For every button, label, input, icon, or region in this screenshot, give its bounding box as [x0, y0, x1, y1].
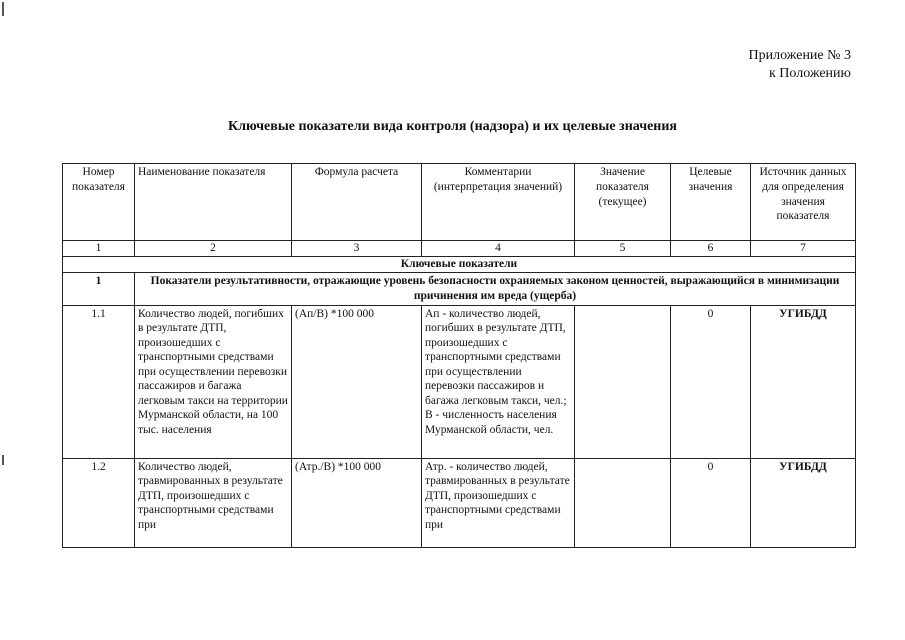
- group-title: Показатели результативности, отражающие уровень безопасности охраняемых законом ценностей, выражающийся в минимизации причинения им вреда (ущерба): [135, 273, 856, 306]
- indicator-target: 0: [671, 305, 751, 458]
- column-number-row: [63, 241, 856, 257]
- indicator-source: УГИБДД: [751, 458, 856, 547]
- indicator-formula: (Атр./В) *100 000: [292, 458, 422, 547]
- appendix-line-2: к Положению: [768, 66, 851, 81]
- header-name: Наименование показателя: [135, 164, 292, 241]
- column-number: 4: [422, 241, 575, 257]
- group-number: 1: [63, 273, 135, 306]
- section-title: Ключевые показатели: [63, 257, 856, 273]
- header-number: Номер показателя: [63, 164, 135, 241]
- header-formula: Формула расчета: [292, 164, 422, 241]
- group-row: [63, 273, 856, 306]
- indicator-comment: Атр. - количество людей, травмированных в результате ДТП, произошедших с транспортными средствами при: [422, 458, 575, 547]
- indicator-comment: Ап - количество людей, погибших в результате ДТП, произошедших с транспортными средствами при осуществлении перевозки пассажиров и багажа легковым такси, чел.; В - численность населения Мурманской области, чел.: [422, 305, 575, 458]
- table-row: [63, 305, 856, 458]
- document-title: Ключевые показатели вида контроля (надзора) и их целевые значения: [227, 119, 678, 134]
- indicator-current: [575, 458, 671, 547]
- header-current: Значение показателя (текущее): [575, 164, 671, 241]
- indicator-number: 1.1: [63, 305, 135, 458]
- appendix-label: [749, 47, 852, 83]
- column-number: 1: [63, 241, 135, 257]
- indicator-name: Количество людей, травмированных в результате ДТП, произошедших с транспортными средствами при: [135, 458, 292, 547]
- indicator-number: 1.2: [63, 458, 135, 547]
- indicators-table: [62, 163, 856, 548]
- column-number: 5: [575, 241, 671, 257]
- indicator-target: 0: [671, 458, 751, 547]
- column-number: 3: [292, 241, 422, 257]
- indicator-current: [575, 305, 671, 458]
- column-number: 7: [751, 241, 856, 257]
- column-number: 2: [135, 241, 292, 257]
- scan-artifact: [2, 455, 4, 465]
- header-source: Источник данных для определения значения показателя: [751, 164, 856, 241]
- indicator-formula: (Ап/В) *100 000: [292, 305, 422, 458]
- header-target: Целевые значения: [671, 164, 751, 241]
- indicator-name: Количество людей, погибших в результате ДТП, произошедших с транспортными средствами при осуществлении перевозки пассажиров и багажа легковым такси на территории Мурманской области, на 100 тыс. населения: [135, 305, 292, 458]
- table-row: [63, 458, 856, 547]
- section-row: [63, 257, 856, 273]
- indicator-source: УГИБДД: [751, 305, 856, 458]
- column-number: 6: [671, 241, 751, 257]
- appendix-line-1: Приложение № 3: [748, 48, 851, 63]
- table-header-row: [63, 164, 856, 241]
- header-comment: Комментарии (интерпретация значений): [422, 164, 575, 241]
- scan-artifact: [2, 2, 4, 16]
